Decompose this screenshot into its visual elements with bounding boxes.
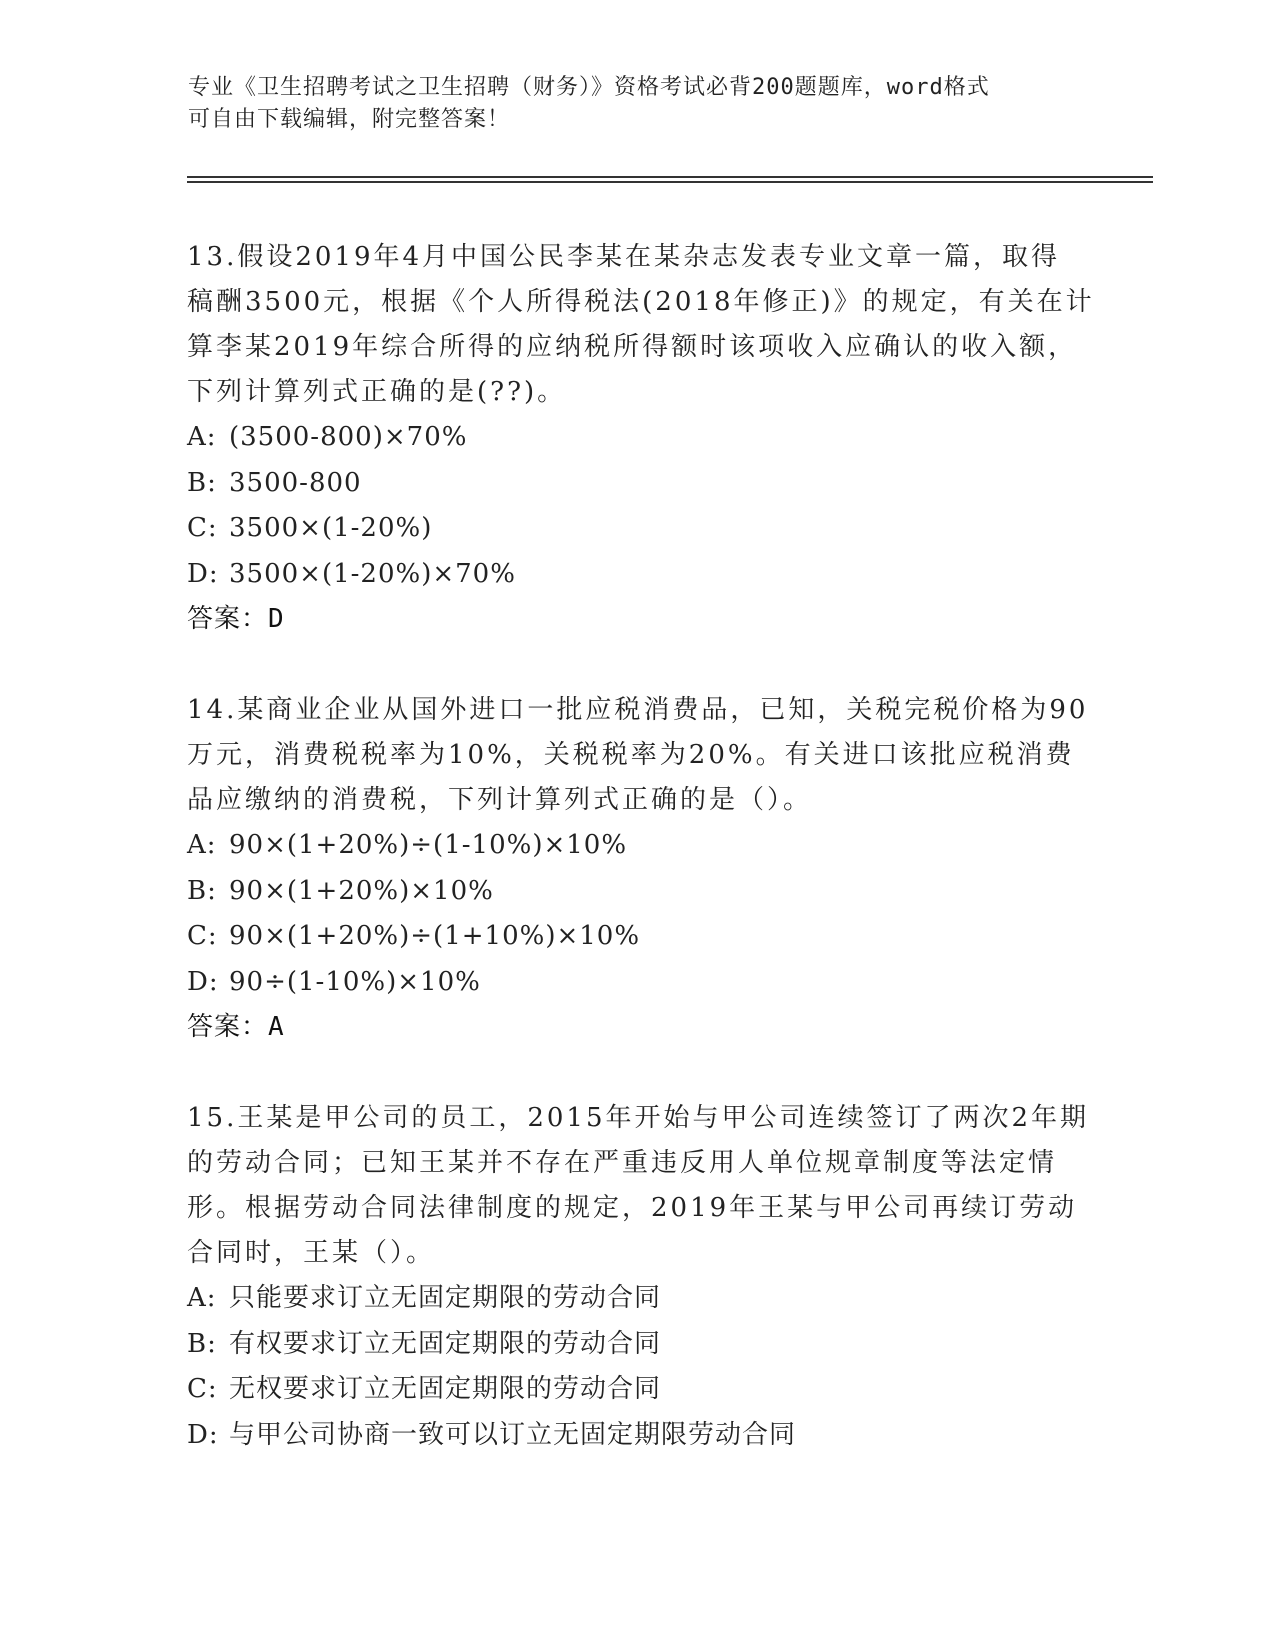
- option-text: 只能要求订立无固定期限的劳动合同: [229, 1283, 662, 1313]
- option-letter: C:: [187, 1374, 218, 1404]
- option-letter: D:: [187, 1419, 219, 1450]
- option-text: 90×(1+20%)÷(1+10%)×10%: [229, 921, 641, 951]
- option-d: [187, 960, 1087, 1006]
- option-a: [187, 823, 1087, 869]
- option-letter: A:: [187, 1283, 217, 1313]
- question-text-line: 15.王某是甲公司的员工，2015年开始与甲公司连续签订了两次2年期: [187, 1103, 1090, 1133]
- option-letter: A:: [187, 422, 217, 452]
- question-text-line: 合同时，王某（）。: [187, 1238, 436, 1268]
- option-b: [187, 1322, 1087, 1368]
- option-text: 90÷(1-10%)×10%: [229, 966, 481, 997]
- question-text-line: 万元，消费税税率为10%，关税税率为20%。有关进口该批应税消费: [187, 740, 1075, 770]
- option-letter: B:: [187, 467, 217, 498]
- option-letter: C:: [187, 921, 218, 951]
- question-text-line: 下列计算列式正确的是(??)。: [187, 377, 567, 407]
- option-text: 3500-800: [229, 467, 362, 498]
- option-text: 90×(1+20%)×10%: [229, 875, 494, 906]
- question-text-line: 13.假设2019年4月中国公民李某在某杂志发表专业文章一篇，取得: [187, 242, 1061, 272]
- option-c: [187, 914, 1087, 960]
- option-text: (3500-800)×70%: [229, 422, 468, 452]
- option-b: [187, 461, 1087, 507]
- option-c: [187, 1367, 1087, 1413]
- question-14: [187, 688, 1087, 1050]
- option-letter: D:: [187, 966, 219, 997]
- header-divider-top: [187, 176, 1153, 178]
- option-letter: B:: [187, 1328, 217, 1359]
- question-text-line: 形。根据劳动合同法律制度的规定，2019年王某与甲公司再续订劳动: [187, 1193, 1078, 1223]
- question-text-line: 算李某2019年综合所得的应纳税所得额时该项收入应确认的收入额，: [187, 332, 1078, 362]
- option-a: [187, 1276, 1087, 1322]
- answer-line: 答案：D: [187, 604, 285, 634]
- question-15: [187, 1096, 1090, 1458]
- option-d: [187, 1413, 1087, 1459]
- option-b: [187, 869, 1087, 915]
- question-text-line: 的劳动合同；已知王某并不存在严重违反用人单位规章制度等法定情: [187, 1148, 1058, 1178]
- option-a: [187, 415, 1087, 461]
- option-c: [187, 506, 1087, 552]
- option-letter: B:: [187, 875, 217, 906]
- option-text: 3500×(1-20%)×70%: [229, 558, 516, 589]
- option-text: 无权要求订立无固定期限的劳动合同: [229, 1374, 662, 1404]
- option-letter: D:: [187, 558, 219, 589]
- question-text-line: 稿酬3500元，根据《个人所得税法(2018年修正)》的规定，有关在计: [187, 287, 1095, 317]
- option-d: [187, 552, 1087, 598]
- document-header: [188, 72, 1088, 136]
- option-letter: C:: [187, 513, 218, 543]
- question-13: [187, 235, 1095, 642]
- question-text-line: 品应缴纳的消费税，下列计算列式正确的是（）。: [187, 785, 813, 815]
- question-text-line: 14.某商业企业从国外进口一批应税消费品，已知，关税完税价格为90: [187, 695, 1089, 725]
- option-text: 90×(1+20%)÷(1-10%)×10%: [229, 830, 628, 860]
- header-title-line-1: 专业《卫生招聘考试之卫生招聘（财务）》资格考试必背200题题库，word格式: [188, 75, 990, 100]
- option-text: 与甲公司协商一致可以订立无固定期限劳动合同: [229, 1419, 797, 1450]
- option-letter: A:: [187, 830, 217, 860]
- option-text: 有权要求订立无固定期限的劳动合同: [229, 1328, 662, 1359]
- header-title-line-2: 可自由下载编辑，附完整答案！: [188, 107, 511, 132]
- answer-line: 答案：A: [187, 1012, 285, 1042]
- option-text: 3500×(1-20%): [229, 513, 433, 543]
- header-divider-bottom: [187, 181, 1153, 183]
